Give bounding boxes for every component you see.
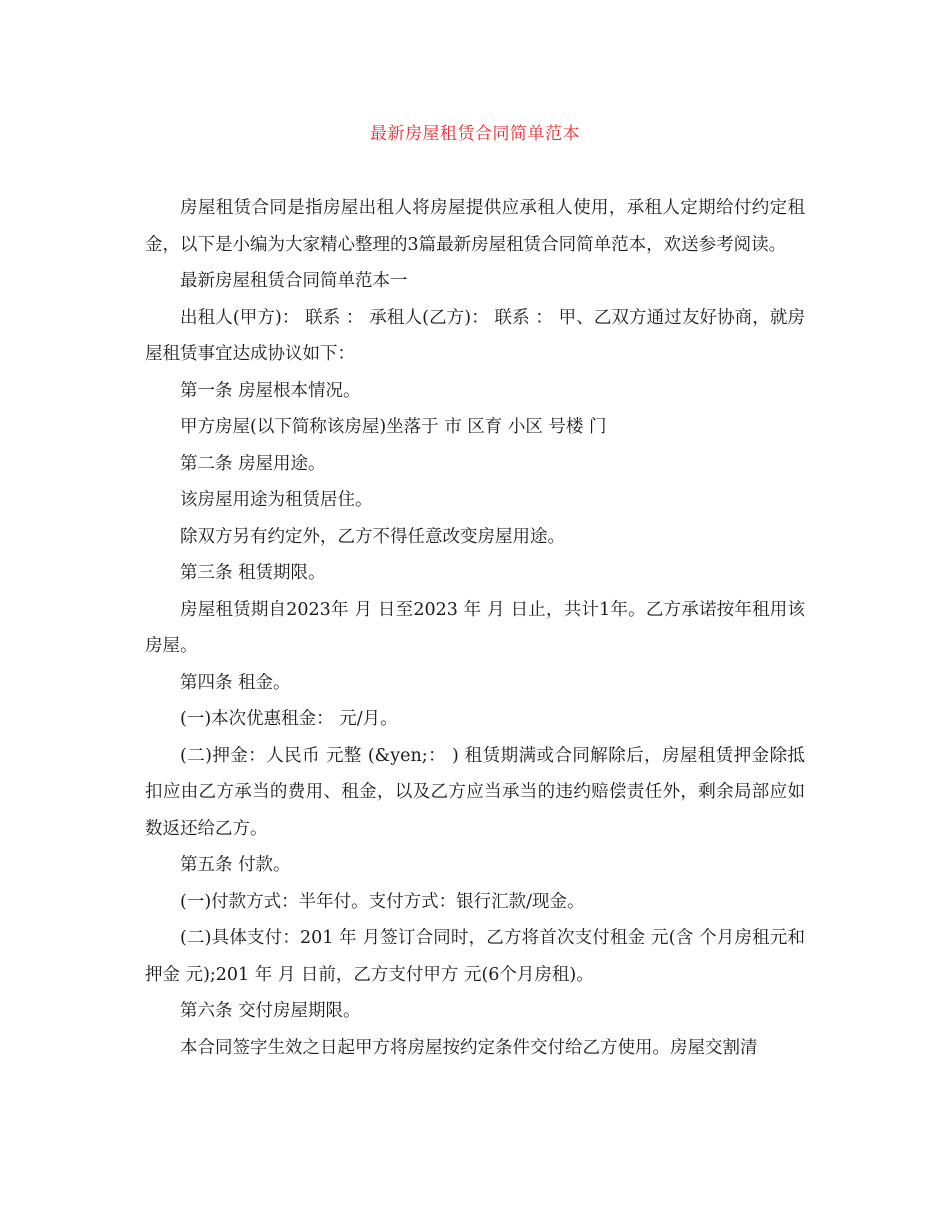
paragraph-deposit: (二)押金：人民币 元整 (&yen;： ) 租赁期满或合同解除后，房屋租赁押金除抵扣应由乙方承当的费用、租金，以及乙方应当承当的违约赔偿责任外，剩余局部应如数返还给乙方。 bbox=[145, 745, 805, 839]
paragraph-article-5: 第五条 付款。 bbox=[180, 855, 291, 875]
paragraph-purpose-restriction: 除双方另有约定外，乙方不得任意改变房屋用途。 bbox=[180, 526, 565, 547]
paragraph-rent: (一)本次优惠租金： 元/月。 bbox=[180, 709, 398, 729]
paragraph-delivery: 本合同签字生效之日起甲方将房屋按约定条件交付给乙方使用。房屋交割清 bbox=[180, 1037, 758, 1058]
paragraph-payment-method: (一)付款方式：半年付。支付方式：银行汇款/现金。 bbox=[180, 891, 585, 912]
paragraph-template-heading: 最新房屋租赁合同简单范本一 bbox=[180, 271, 408, 291]
paragraph-parties: 出租人(甲方)： 联系 ： 承租人(乙方)： 联系 ： 甲、乙双方通过友好协商，就房屋租赁事宜达成协议如下： bbox=[145, 307, 805, 364]
paragraph-purpose: 该房屋用途为租赁居住。 bbox=[180, 490, 373, 510]
paragraph-article-6: 第六条 交付房屋期限。 bbox=[180, 1001, 361, 1021]
document-body bbox=[145, 190, 805, 1066]
paragraph-article-1: 第一条 房屋根本情况。 bbox=[180, 380, 361, 401]
paragraph-article-4: 第四条 租金。 bbox=[180, 672, 291, 693]
paragraph-location: 甲方房屋(以下简称该房屋)坐落于 市 区育 小区 号楼 门 bbox=[180, 417, 607, 437]
document-title: 最新房屋租赁合同简单范本 bbox=[370, 124, 580, 144]
paragraph-article-3: 第三条 租赁期限。 bbox=[180, 563, 326, 583]
paragraph-article-2: 第二条 房屋用途。 bbox=[180, 453, 326, 474]
paragraph-intro: 房屋租赁合同是指房屋出租人将房屋提供应承租人使用，承租人定期给付约定租金，以下是小编为大家精心整理的3篇最新房屋租赁合同简单范本，欢送参考阅读。 bbox=[145, 198, 805, 255]
paragraph-payment-details: (二)具体支付：201 年 月签订合同时，乙方将首次支付租金 元(含 个月房租元和押金 元);201 年 月 日前，乙方支付甲方 元(6个月房租)。 bbox=[145, 928, 805, 985]
paragraph-term: 房屋租赁期自2023年 月 日至2023 年 月 日止，共计1年。乙方承诺按年租用该房屋。 bbox=[145, 599, 805, 656]
